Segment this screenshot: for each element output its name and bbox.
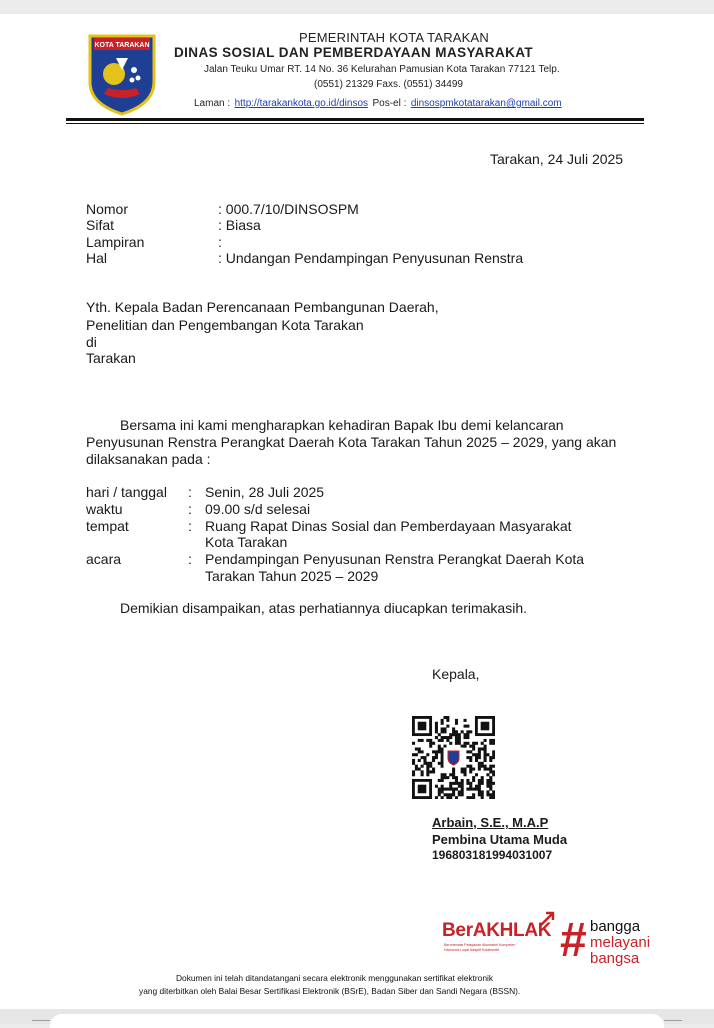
letter-date: Tarakan, 24 Juli 2025 bbox=[490, 151, 624, 167]
schedule-time-colon: : bbox=[188, 501, 192, 517]
e-signature-note-1: Dokumen ini telah ditandatangani secara elektronik menggunakan sertifikat elektronik bbox=[176, 973, 494, 983]
schedule-day-label: hari / tanggal bbox=[86, 484, 167, 500]
tagline-bangga: bangga bbox=[590, 918, 641, 935]
letter-page bbox=[0, 14, 714, 1009]
schedule-place-value-1: Ruang Rapat Dinas Sosial dan Pemberdayaan Masyarakat bbox=[205, 518, 572, 534]
body-line-3: dilaksanakan pada : bbox=[86, 451, 211, 467]
berakhlak-tagline-1: Berorientasi Pelayanan Akuntabel Kompeten bbox=[444, 943, 516, 947]
schedule-event-colon: : bbox=[188, 551, 192, 567]
schedule-event-value-2: Tarakan Tahun 2025 – 2029 bbox=[205, 568, 379, 584]
recipient-line-3: di bbox=[86, 334, 97, 350]
meta-label-sifat: Sifat bbox=[86, 217, 115, 233]
schedule-place-value-2: Kota Tarakan bbox=[205, 534, 288, 550]
bottom-sheet-handle[interactable] bbox=[50, 1014, 664, 1028]
recipient-line-2: Penelitian dan Pengembangan Kota Tarakan bbox=[86, 317, 364, 333]
bottom-divider-left bbox=[32, 1020, 50, 1021]
schedule-event-label: acara bbox=[86, 551, 122, 567]
recipient-city: Tarakan bbox=[86, 350, 136, 366]
schedule-place-colon: : bbox=[188, 518, 192, 534]
schedule-time-value: 09.00 s/d selesai bbox=[205, 501, 311, 517]
meta-value-lampiran: : bbox=[218, 234, 222, 250]
body-line-2: Penyusunan Renstra Perangkat Daerah Kota Tarakan Tahun 2025 – 2029, yang akan bbox=[86, 434, 617, 450]
e-signature-note-2: yang diterbitkan oleh Balai Besar Sertifikasi Elektronik (BSrE), Badan Siber dan Sandi Negara (BSSN). bbox=[139, 986, 521, 996]
hash-mark: # bbox=[560, 914, 587, 967]
meta-value-hal: : Undangan Pendampingan Penyusunan Renstra bbox=[218, 250, 524, 266]
closing-sentence: Demikian disampaikan, atas perhatiannya diucapkan terimakasih. bbox=[120, 600, 527, 616]
body-line-1: Bersama ini kami mengharapkan kehadiran Bapak Ibu demi kelancaran bbox=[120, 417, 564, 433]
meta-label-hal: Hal bbox=[86, 250, 108, 266]
meta-label-lampiran: Lampiran bbox=[86, 234, 145, 250]
signatory-rank: Pembina Utama Muda bbox=[432, 832, 568, 847]
agency-name: DINAS SOSIAL DAN PEMBERDAYAAN MASYARAKAT bbox=[174, 45, 534, 60]
website-link[interactable]: http://tarakankota.go.id/dinsos bbox=[234, 98, 369, 109]
contact-line bbox=[194, 93, 562, 111]
city-emblem bbox=[86, 32, 158, 116]
address-line: Jalan Teuku Umar RT. 14 No. 36 Kelurahan Pamusian Kota Tarakan 77121 Telp. bbox=[204, 64, 560, 75]
bottom-divider-right bbox=[664, 1020, 682, 1021]
schedule-place-label: tempat bbox=[86, 518, 129, 534]
svg-text:KOTA TARAKAN: KOTA TARAKAN bbox=[94, 42, 150, 49]
signatory-nip: 196803181994031007 bbox=[432, 848, 553, 862]
schedule-day-colon: : bbox=[188, 484, 192, 500]
tagline-bangsa: bangsa bbox=[590, 950, 640, 967]
schedule-day-value: Senin, 28 Juli 2025 bbox=[205, 484, 325, 500]
signatory-name: Arbain, S.E., M.A.P bbox=[432, 815, 549, 830]
berakhlak-tagline-2: Harmonis Loyal Adaptif Kolaboratif bbox=[444, 948, 500, 952]
government-name: PEMERINTAH KOTA TARAKAN bbox=[299, 30, 490, 45]
meta-value-sifat: : Biasa bbox=[218, 217, 261, 233]
email-label: Pos-el : bbox=[372, 98, 407, 109]
header-rule-thick bbox=[66, 118, 644, 121]
schedule-event-value-1: Pendampingan Penyusunan Renstra Perangkat Daerah Kota bbox=[205, 551, 585, 567]
signatory-title: Kepala, bbox=[432, 666, 480, 682]
tagline-melayani: melayani bbox=[590, 934, 651, 951]
meta-label-nomor: Nomor bbox=[86, 201, 129, 217]
schedule-time-label: waktu bbox=[86, 501, 123, 517]
phone-line: (0551) 21329 Faxs. (0551) 34499 bbox=[314, 79, 463, 90]
email-link[interactable]: dinsospmkotatarakan@gmail.com bbox=[410, 98, 562, 109]
header-rule-thin bbox=[66, 123, 644, 124]
meta-value-nomor: : 000.7/10/DINSOSPM bbox=[218, 201, 359, 217]
web-label: Laman : bbox=[194, 98, 231, 109]
berakhlak-wordmark: BerAKHLAK bbox=[442, 920, 552, 941]
qr-code[interactable] bbox=[412, 716, 495, 799]
berakhlak-logo bbox=[442, 910, 558, 958]
bangga-melayani-logo bbox=[560, 916, 672, 972]
recipient-line-1: Yth. Kepala Badan Perencanaan Pembangunan Daerah, bbox=[86, 299, 439, 315]
